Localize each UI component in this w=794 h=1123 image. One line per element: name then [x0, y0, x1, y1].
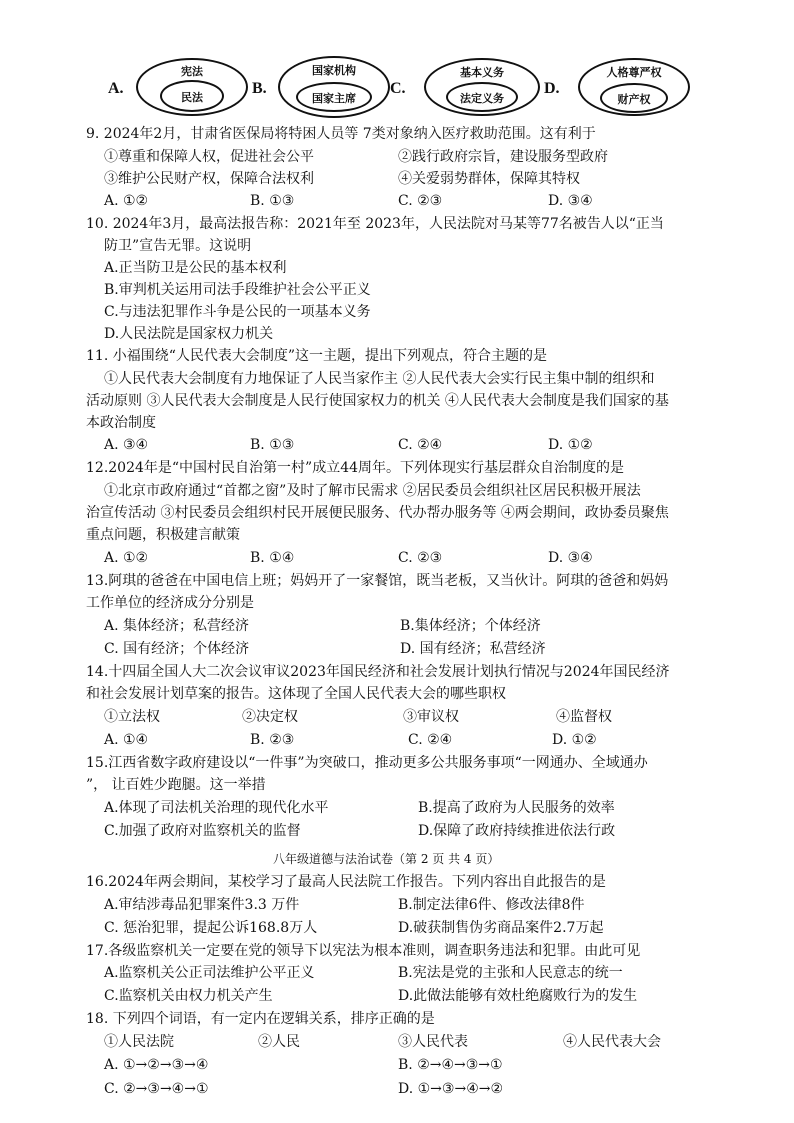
q17-stem: 17.各级监察机关一定要在党的领导下以宪法为根本准则，调查职务违法和犯罪。由此可见 [86, 943, 641, 959]
q15-option-b: B.提高了政府为人民服务的效率 [418, 800, 615, 816]
q15-stem-line-2: ”， 让百姓少跑腿。这一举措 [86, 777, 266, 793]
q16-option-a: A.审结涉毒品犯罪案件3.3 万件 [104, 897, 300, 913]
q11-statements-line-1: ①人民代表大会制度有力地保证了人民当家作主 ②人民代表大会实行民主集中制的组织和 [104, 371, 655, 387]
diagram-c-letter: C. [390, 80, 406, 97]
q11-option-b: B. ①③ [250, 437, 295, 453]
q18-term-2: ②人民 [258, 1034, 300, 1050]
q11-option-a: A. ③④ [104, 437, 149, 453]
q11-stem: 11. 小福围绕“人民代表大会制度”这一主题，提出下列观点，符合主题的是 [86, 348, 548, 364]
q17-option-c: C.监察机关由权力机关产生 [104, 988, 273, 1004]
q17-option-a: A.监察机关公正司法维护公平正义 [104, 965, 315, 981]
q11-option-c: C. ②④ [398, 437, 443, 453]
q11-option-d: D. ①② [548, 437, 593, 453]
q9-option-b: B. ①③ [250, 193, 295, 209]
q13-stem-line-1: 13.阿琪的爸爸在中国电信上班；妈妈开了一家餐馆，既当老板，又当伙计。阿琪的爸爸和妈妈 [86, 573, 669, 589]
diagram-b-letter: B. [252, 80, 267, 97]
q12-option-b: B. ①④ [250, 550, 295, 566]
q14-statement-4: ④监督权 [556, 709, 612, 725]
q18-option-a: A. ①→②→③→④ [104, 1057, 209, 1073]
q14-stem-line-2: 和社会发展计划草案的报告。这体现了全国人民代表大会的哪些职权 [86, 686, 506, 702]
page-footer: 八年级道德与法治试卷（第 2 页 共 4 页） [273, 852, 500, 866]
q15-option-d: D.保障了政府持续推进依法行政 [418, 823, 616, 839]
q10-stem-line-1: 10. 2024年3月，最高法报告称：2021年至 2023年，人民法院对马某等77名被告人以“正当 [86, 216, 664, 232]
q18-stem: 18. 下列四个词语，有一定内在逻辑关系，排序正确的是 [86, 1011, 435, 1027]
q18-option-d: D. ①→③→④→② [398, 1081, 504, 1097]
q15-option-a: A.体现了司法机关治理的现代化水平 [104, 800, 329, 816]
q12-option-a: A. ①② [104, 550, 149, 566]
diagram-a-letter: A. [108, 80, 124, 97]
diagram-a-inner-label: 民法 [181, 91, 203, 104]
q16-option-b: B.制定法律6件、修改法律8件 [398, 897, 585, 913]
q16-stem: 16.2024年两会期间，某校学习了最高人民法院工作报告。下列内容出自此报告的是 [86, 874, 606, 890]
q11-statements-line-3: 本政治制度 [86, 415, 156, 431]
diagram-b-inner-label: 国家主席 [312, 92, 356, 105]
q10-option-d: D.人民法院是国家权力机关 [104, 326, 274, 342]
q10-option-a: A.正当防卫是公民的基本权利 [104, 260, 287, 276]
q17-option-d: D.此做法能够有效杜绝腐败行为的发生 [398, 988, 638, 1004]
diagram-c-outer-label: 基本义务 [460, 66, 504, 79]
q17-option-b: B.宪法是党的主张和人民意志的统一 [398, 965, 623, 981]
q16-option-d: D.破获制售伪劣商品案件2.7万起 [398, 920, 604, 936]
q11-statements-line-2: 活动原则 ③人民代表大会制度是人民行使国家权力的机关 ④人民代表大会制度是我们国家的基 [86, 393, 669, 409]
q9-option-a: A. ①② [104, 193, 149, 209]
q18-term-3: ③人民代表 [398, 1034, 468, 1050]
q9-option-c: C. ②③ [398, 193, 443, 209]
q16-option-c: C. 惩治犯罪，提起公诉168.8万人 [104, 920, 318, 936]
q14-option-c: C. ②④ [408, 732, 453, 748]
diagram-d-inner-label: 财产权 [617, 93, 651, 106]
diagram-b-outer-label: 国家机构 [312, 64, 356, 77]
q15-stem-line-1: 15.江西省数字政府建设以“一件事”为突破口，推动更多公共服务事项“一网通办、全域通办 [86, 755, 648, 771]
q13-option-d: D. 国有经济；私营经济 [400, 641, 546, 657]
q12-option-c: C. ②③ [398, 550, 443, 566]
q10-option-b: B.审判机关运用司法手段维护社会公平正义 [104, 282, 371, 298]
q12-statements-line-1: ①北京市政府通过“首都之窗”及时了解市民需求 ②居民委员会组织社区居民积极开展法 [104, 483, 641, 499]
q12-option-d: D. ③④ [548, 550, 593, 566]
q9-option-d: D. ③④ [548, 193, 593, 209]
q10-option-c: C.与违法犯罪作斗争是公民的一项基本义务 [104, 304, 371, 320]
q14-statement-1: ①立法权 [104, 709, 160, 725]
q14-option-b: B. ②③ [250, 732, 295, 748]
q12-stem: 12.2024年是“中国村民自治第一村”成立44周年。下列体现实行基层群众自治制度的是 [86, 460, 625, 476]
q18-option-c: C. ②→③→④→① [104, 1081, 209, 1097]
diagram-c-inner-label: 法定义务 [460, 92, 504, 105]
q14-statement-3: ③审议权 [403, 709, 459, 725]
diagram-d-outer-label: 人格尊严权 [606, 66, 662, 79]
q18-term-4: ④人民代表大会 [563, 1034, 661, 1050]
q15-option-c: C.加强了政府对监察机关的监督 [104, 823, 301, 839]
q9-statement-3: ③维护公民财产权，保障合法权利 [104, 171, 314, 187]
q13-option-b: B.集体经济；个体经济 [400, 618, 541, 634]
q18-term-1: ①人民法院 [104, 1034, 174, 1050]
diagram-a-outer-label: 宪法 [181, 65, 203, 78]
q13-stem-line-2: 工作单位的经济成分分别是 [86, 595, 254, 611]
q9-statement-1: ①尊重和保障人权，促进社会公平 [104, 149, 314, 165]
q9-statement-2: ②践行政府宗旨，建设服务型政府 [398, 149, 608, 165]
diagram-d-letter: D. [544, 80, 560, 97]
q12-statements-line-2: 治宣传活动 ③村民委员会组织村民开展便民服务、代办帮办服务等 ④两会期间，政协委员聚焦 [86, 505, 669, 521]
q13-option-c: C. 国有经济；个体经济 [104, 641, 250, 657]
q12-statements-line-3: 重点问题，积极建言献策 [86, 527, 240, 543]
q18-option-b: B. ②→④→③→① [398, 1057, 503, 1073]
q14-statement-2: ②决定权 [242, 709, 298, 725]
q14-option-a: A. ①④ [104, 732, 149, 748]
q14-option-d: D. ①② [552, 732, 597, 748]
q13-option-a: A. 集体经济；私营经济 [104, 618, 250, 634]
q9-stem: 9. 2024年2月，甘肃省医保局将特困人员等 7类对象纳入医疗救助范围。这有利于 [86, 126, 596, 142]
q14-stem-line-1: 14.十四届全国人大二次会议审议2023年国民经济和社会发展计划执行情况与2024年国民经济 [86, 664, 670, 680]
q10-stem-line-2: 防卫”宣告无罪。这说明 [104, 238, 252, 254]
q9-statement-4: ④关爱弱势群体，保障其特权 [398, 171, 580, 187]
